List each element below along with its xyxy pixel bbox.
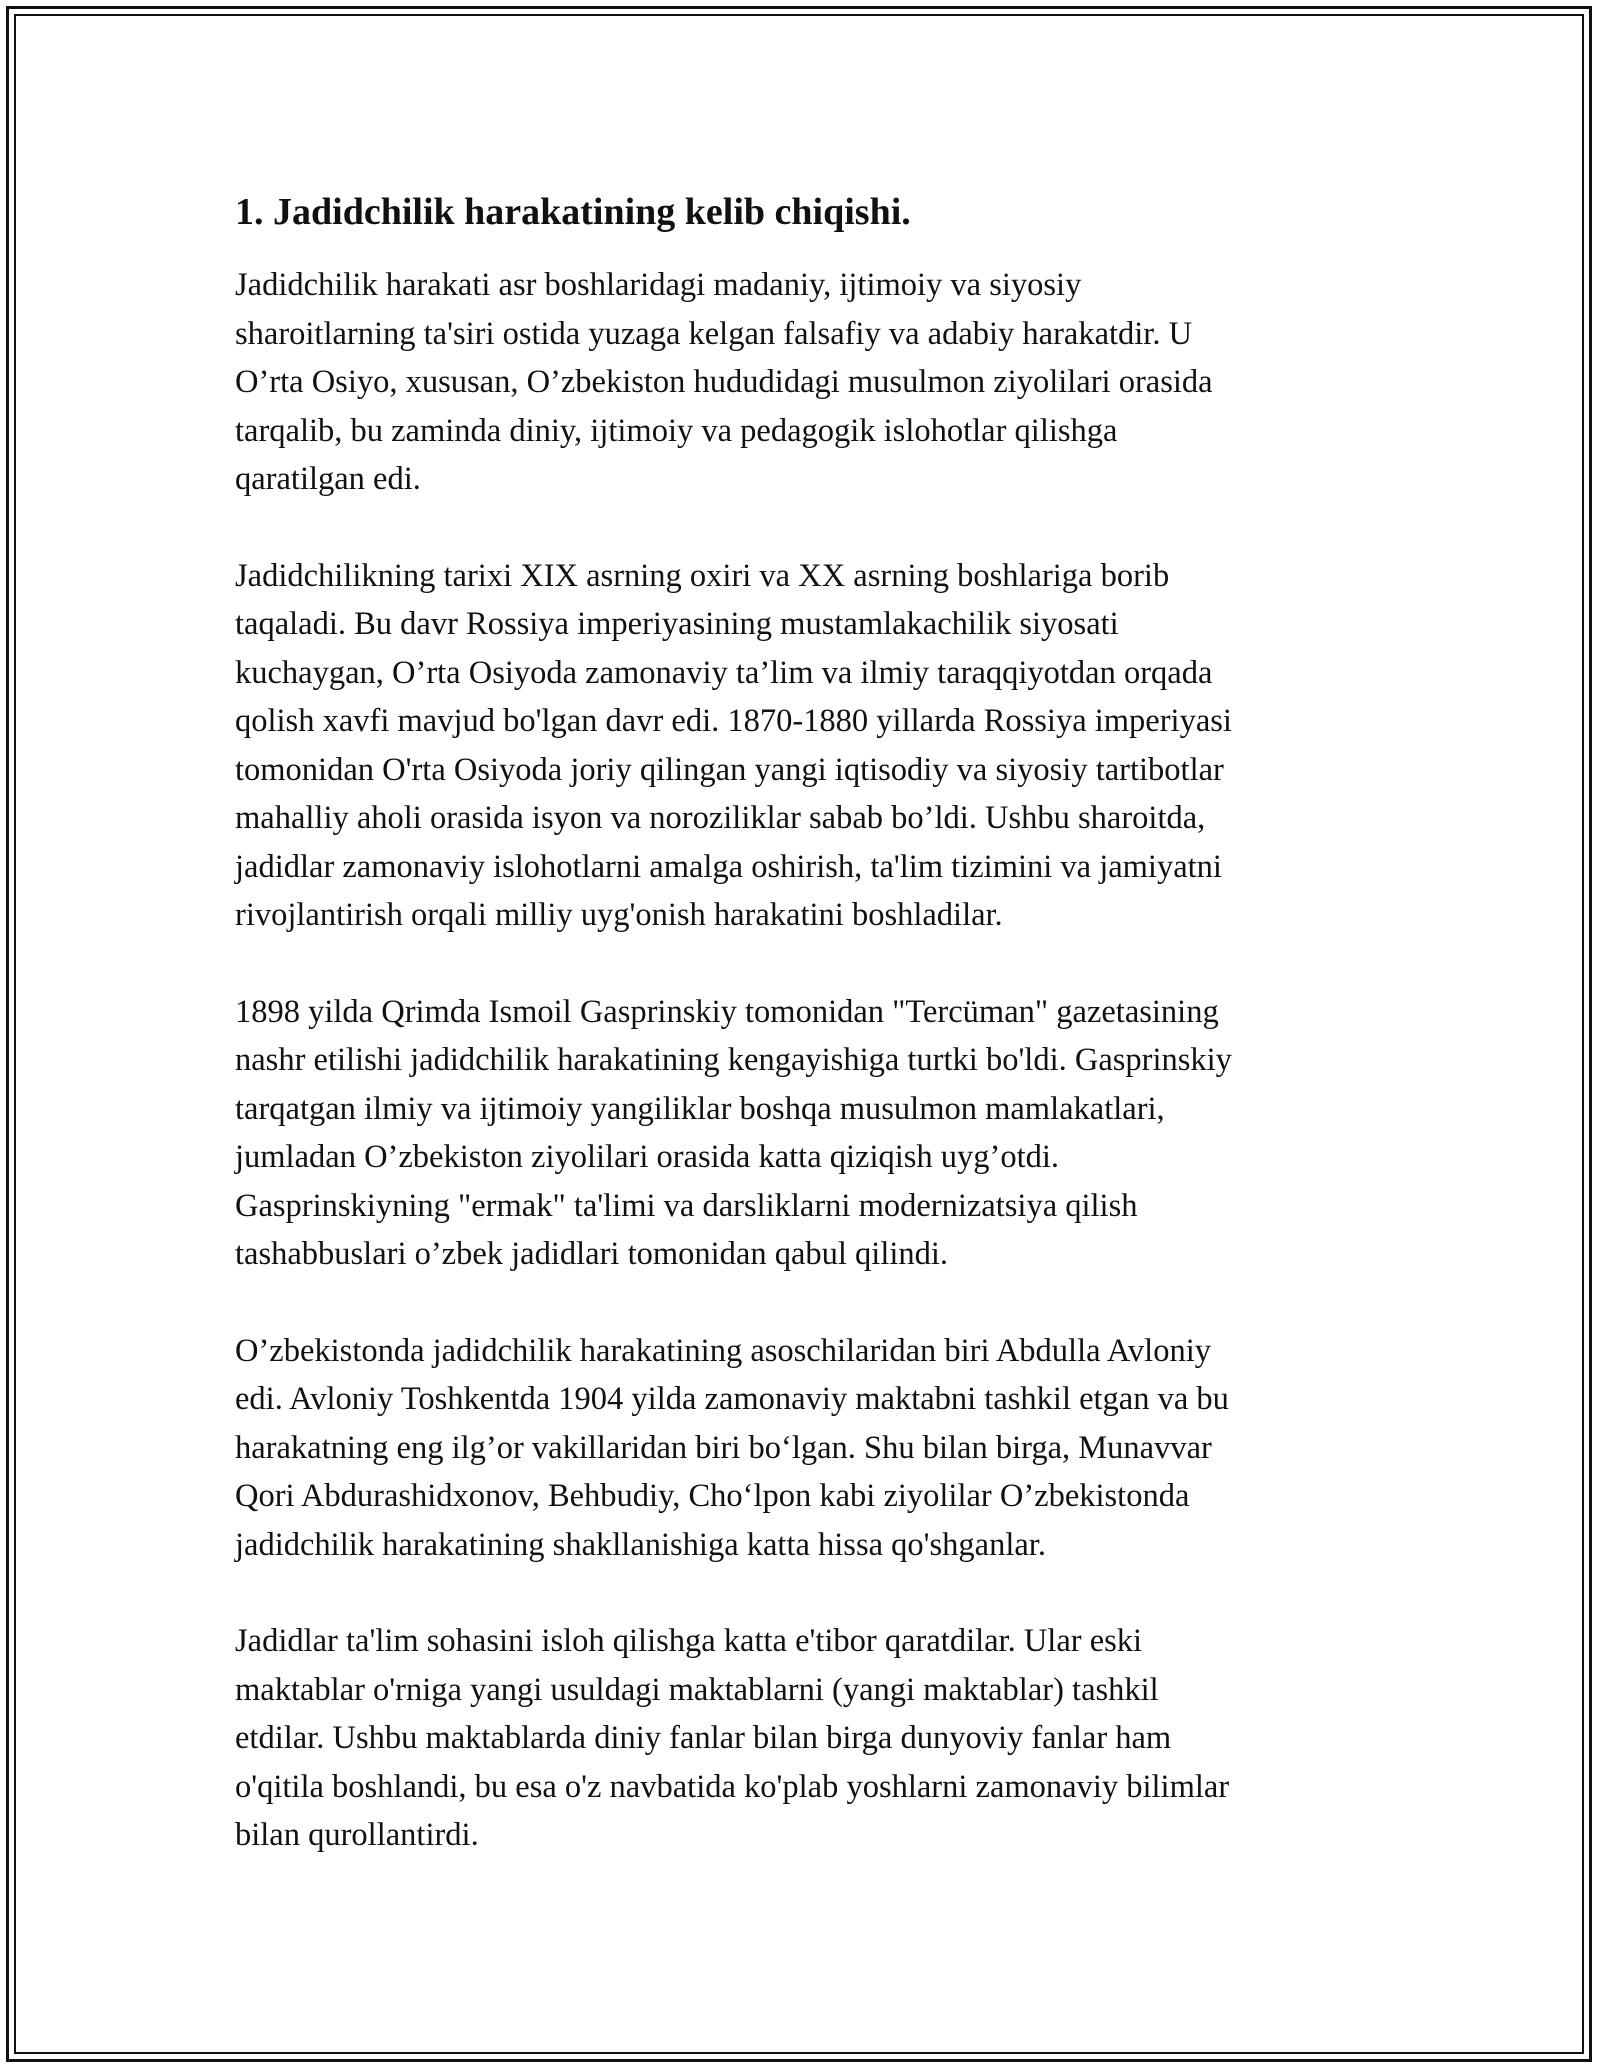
paragraph-line: sharoitlarning ta'siri ostida yuzaga kelgan falsafiy va adabiy harakatdir. U: [235, 315, 1193, 352]
paragraph-line: tomonidan O'rta Osiyoda joriy qilingan yangi iqtisodiy va siyosiy tartibotlar: [235, 751, 1224, 788]
paragraph-line: maktablar o'rniga yangi usuldagi maktablarni (yangi maktablar) tashkil: [235, 1671, 1159, 1708]
paragraph-line: bilan qurollantirdi.: [235, 1817, 479, 1853]
paragraph-4: [235, 1327, 1395, 1570]
paragraph-line: jadidchilik harakatining shakllanishiga katta hissa qo'shganlar.: [235, 1526, 1046, 1563]
paragraph-line: tarqalib, bu zaminda diniy, ijtimoiy va pedagogik islohotlar qilishga: [235, 412, 1118, 449]
paragraph-line: etdilar. Ushbu maktablarda diniy fanlar bilan birga dunyoviy fanlar ham: [235, 1720, 1172, 1756]
paragraph-line: O’rta Osiyo, xususan, O’zbekiston hududidagi musulmon ziyolilari orasida: [235, 364, 1213, 400]
paragraph-3: [235, 988, 1395, 1279]
paragraph-line: Jadidchilikning tarixi XIX asrning oxiri va XX asrning boshlariga borib: [235, 557, 1170, 594]
paragraph-line: edi. Avloniy Toshkentda 1904 yilda zamonaviy maktabni tashkil etgan va bu: [235, 1381, 1229, 1417]
paragraph-line: 1898 yilda Qrimda Ismoil Gasprinskiy tomonidan "Tercüman" gazetasining: [235, 993, 1219, 1030]
paragraph-line: Gasprinskiyning "ermak" ta'limi va darsliklarni modernizatsiya qilish: [235, 1187, 1138, 1224]
paragraph-2: [235, 552, 1395, 940]
document-body: [235, 185, 1395, 1908]
paragraph-line: o'qitila boshlandi, bu esa o'z navbatida ko'plab yoshlarni zamonaviy bilimlar: [235, 1768, 1230, 1805]
paragraph-line: Qori Abdurashidxonov, Behbudiy, Cho‘lpon kabi ziyolilar O’zbekistonda: [235, 1478, 1190, 1514]
paragraph-line: taqaladi. Bu davr Rossiya imperiyasining mustamlakachilik siyosati: [235, 606, 1119, 642]
paragraph-line: qaratilgan edi.: [235, 461, 421, 497]
paragraph-line: Jadidchilik harakati asr boshlaridagi madaniy, ijtimoiy va siyosiy: [235, 267, 1082, 303]
paragraph-line: qolish xavfi mavjud bo'lgan davr edi. 1870-1880 yillarda Rossiya imperiyasi: [235, 703, 1232, 739]
paragraph-line: nashr etilishi jadidchilik harakatining kengayishiga turtki bo'ldi. Gasprinskiy: [235, 1042, 1232, 1078]
paragraph-line: jadidlar zamonaviy islohotlarni amalga oshirish, ta'lim tizimini va jamiyatni: [235, 848, 1222, 885]
paragraph-1: [235, 261, 1395, 504]
paragraph-line: Jadidlar ta'lim sohasini isloh qilishga katta e'tibor qaratdilar. Ular eski: [235, 1623, 1143, 1659]
paragraph-line: harakatning eng ilg’or vakillaridan biri bo‘lgan. Shu bilan birga, Munavvar: [235, 1429, 1212, 1466]
paragraph-line: rivojlantirish orqali milliy uyg'onish harakatini boshladilar.: [235, 897, 1003, 933]
paragraph-line: O’zbekistonda jadidchilik harakatining asoschilaridan biri Abdulla Avloniy: [235, 1332, 1211, 1369]
paragraph-line: tarqatgan ilmiy va ijtimoiy yangiliklar boshqa musulmon mamlakatlari,: [235, 1090, 1165, 1127]
paragraph-line: mahalliy aholi orasida isyon va noroziliklar sabab bo’ldi. Ushbu sharoitda,: [235, 800, 1206, 836]
paragraph-line: jumladan O’zbekiston ziyolilari orasida katta qiziqish uyg’otdi.: [235, 1139, 1060, 1175]
section-heading: 1. Jadidchilik harakatining kelib chiqishi.: [235, 191, 911, 233]
paragraph-line: tashabbuslari o’zbek jadidlari tomonidan qabul qilindi.: [235, 1236, 949, 1272]
paragraph-5: [235, 1617, 1395, 1860]
paragraph-line: kuchaygan, O’rta Osiyoda zamonaviy ta’lim va ilmiy taraqqiyotdan orqada: [235, 654, 1213, 691]
